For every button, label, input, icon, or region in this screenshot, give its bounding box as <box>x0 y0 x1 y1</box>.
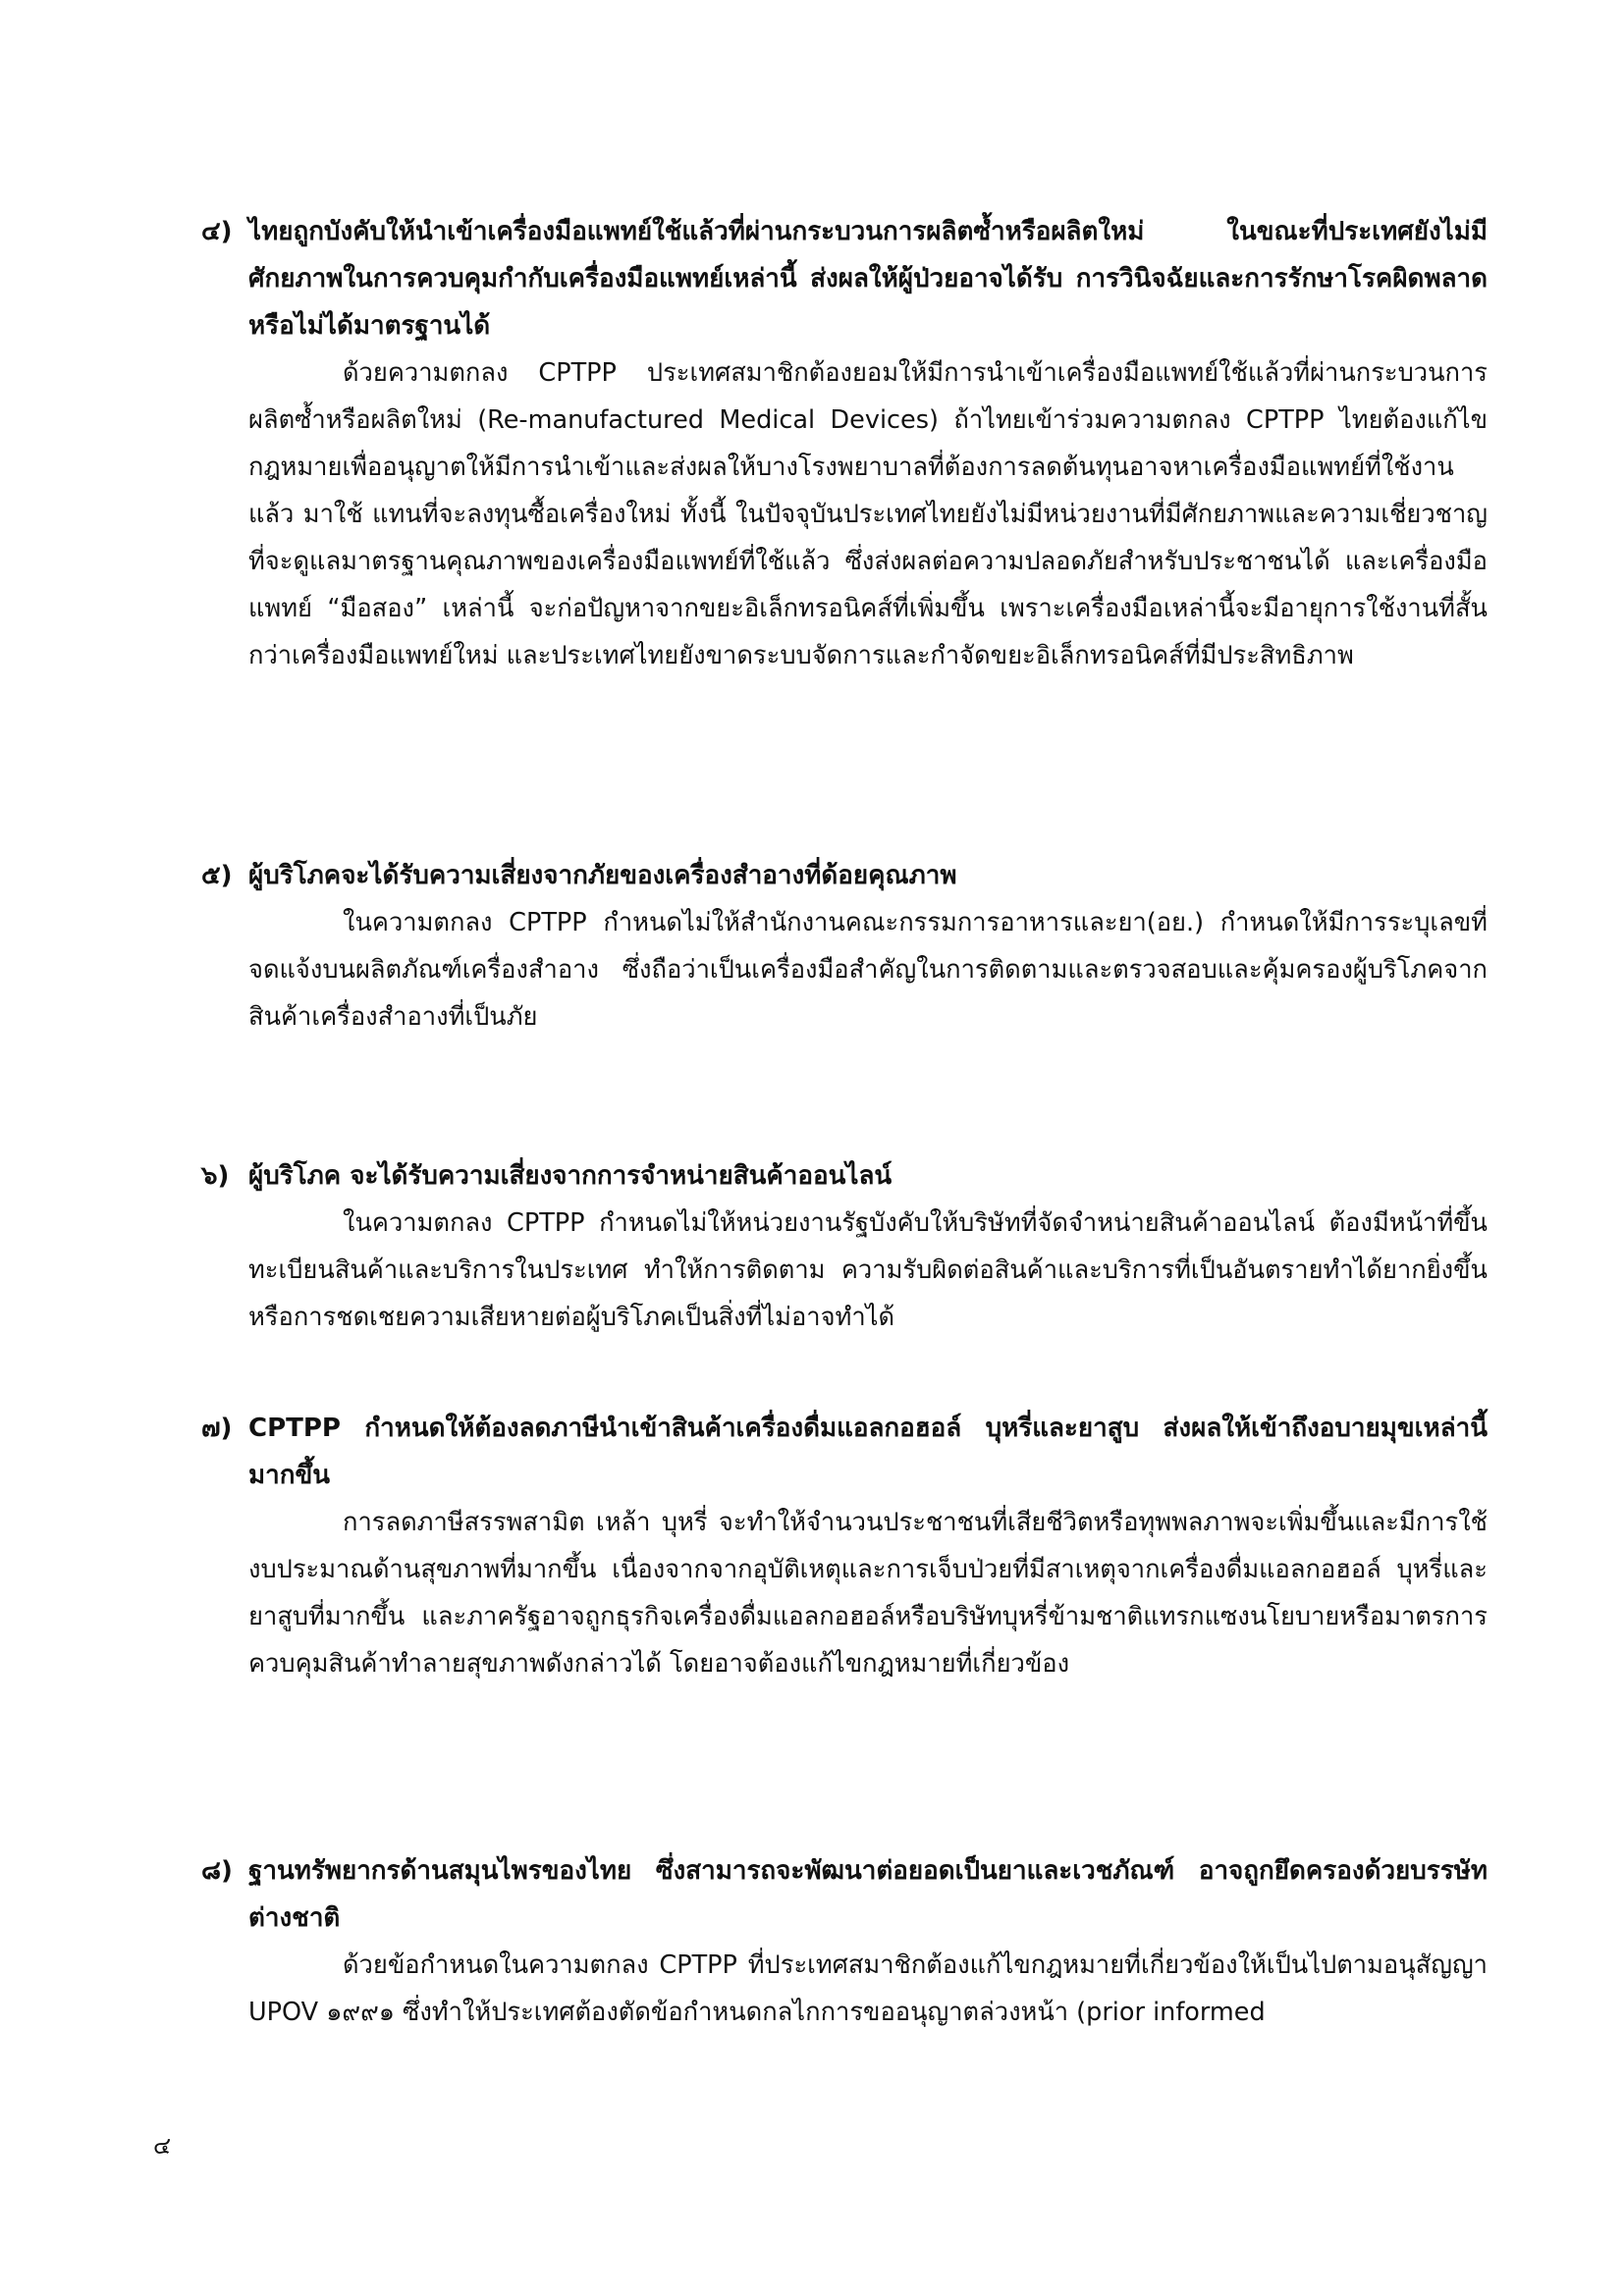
section-heading-text: ผู้บริโภค จะได้รับความเสี่ยงจากการจำหน่ายสินค้าออนไลน์ <box>248 1161 893 1191</box>
section-8 <box>201 1847 1488 2036</box>
section-heading-text: ไทยถูกบังคับให้นำเข้าเครื่องมือแพทย์ใช้แล้วที่ผ่านกระบวนการผลิตซ้ำหรือผลิตใหม่ ในขณะที่ประเทศยังไม่มีศักยภาพในการควบคุมกำกับเครื่องมือแพทย์เหล่านี้ ส่งผลให้ผู้ป่วยอาจได้รับ การวินิจฉัยและการรักษาโรคผิดพลาดหรือไม่ได้มาตรฐานได้ <box>248 217 1488 341</box>
page-number: ๔ <box>153 2132 172 2160</box>
section-heading <box>201 1152 1488 1200</box>
section-body: ในความตกลง CPTPP กำหนดไม่ให้หน่วยงานรัฐบังคับให้บริษัทที่จัดจำหน่ายสินค้าออนไลน์ ต้องมีหน้าที่ขึ้นทะเบียนสินค้าและบริการในประเทศ ทำให้การติดตาม ความรับผิดต่อสินค้าและบริการที่เป็นอันตรายทำได้ยากยิ่งขึ้น หรือการชดเชยความเสียหายต่อผู้บริโภคเป็นสิ่งที่ไม่อาจทำได้ <box>248 1208 1488 1332</box>
section-number: ๗) <box>201 1414 233 1443</box>
section-4 <box>201 208 1488 679</box>
section-heading <box>201 1847 1488 1942</box>
section-number: ๕) <box>201 861 233 890</box>
section-heading-text: ผู้บริโภคจะได้รับความเสี่ยงจากภัยของเครื่องสำอางที่ด้อยคุณภาพ <box>248 861 957 890</box>
section-heading <box>201 208 1488 349</box>
section-7 <box>201 1405 1488 1687</box>
section-body: ด้วยข้อกำหนดในความตกลง CPTPP ที่ประเทศสมาชิกต้องแก้ไขกฎหมายที่เกี่ยวข้องให้เป็นไปตามอนุสัญญา UPOV ๑๙๙๑ ซึ่งทำให้ประเทศต้องตัดข้อกำหนดกลไกการขออนุญาตล่วงหน้า (prior informed <box>248 1950 1488 2027</box>
section-5 <box>201 852 1488 1041</box>
section-body: ในความตกลง CPTPP กำหนดไม่ให้สำนักงานคณะกรรมการอาหารและยา(อย.) กำหนดให้มีการระบุเลขที่จดแจ้งบนผลิตภัณฑ์เครื่องสำอาง ซึ่งถือว่าเป็นเครื่องมือสำคัญในการติดตามและตรวจสอบและคุ้มครองผู้บริโภคจากสินค้าเครื่องสำอางที่เป็นภัย <box>248 908 1488 1032</box>
section-number: ๖) <box>201 1161 230 1191</box>
section-heading-text: CPTPP กำหนดให้ต้องลดภาษีนำเข้าสินค้าเครื่องดื่มแอลกอฮอล์ บุหรี่และยาสูบ ส่งผลให้เข้าถึงอบายมุขเหล่านี้มากขึ้น <box>248 1414 1488 1490</box>
section-6 <box>201 1152 1488 1341</box>
section-heading <box>201 852 1488 899</box>
section-heading-text: ฐานทรัพยากรด้านสมุนไพรของไทย ซึ่งสามารถจะพัฒนาต่อยอดเป็นยาและเวชภัณฑ์ อาจถูกยึดครองด้วยบรรษัทต่างชาติ <box>248 1856 1488 1933</box>
section-number: ๘) <box>201 1856 233 1886</box>
section-number: ๔) <box>201 217 233 246</box>
section-body: ด้วยความตกลง CPTPP ประเทศสมาชิกต้องยอมให้มีการนำเข้าเครื่องมือแพทย์ใช้แล้วที่ผ่านกระบวนการผลิตซ้ำหรือผลิตใหม่ (Re-manufactured Medical Devices) ถ้าไทยเข้าร่วมความตกลง CPTPP ไทยต้องแก้ไขกฎหมายเพื่ออนุญาตให้มีการนำเข้าและส่งผลให้บางโรงพยาบาลที่ต้องการลดต้นทุนอาจหาเครื่องมือแพทย์ที่ใช้งานแล้ว มาใช้ แทนที่จะลงทุนซื้อเครื่องใหม่ ทั้งนี้ ในปัจจุบันประเทศไทยยังไม่มีหน่วยงานที่มีศักยภาพและความเชี่ยวชาญที่จะดูแลมาตรฐานคุณภาพของเครื่องมือแพทย์ที่ใช้แล้ว ซึ่งส่งผลต่อความปลอดภัยสำหรับประชาชนได้ และเครื่องมือแพทย์ “มือสอง” เหล่านี้ จะก่อปัญหาจากขยะอิเล็กทรอนิคส์ที่เพิ่มขึ้น เพราะเครื่องมือเหล่านี้จะมีอายุการใช้งานที่สั้นกว่าเครื่องมือแพทย์ใหม่ และประเทศไทยยังขาดระบบจัดการและกำจัดขยะอิเล็กทรอนิคส์ที่มีประสิทธิภาพ <box>248 358 1488 670</box>
section-body: การลดภาษีสรรพสามิต เหล้า บุหรี่ จะทำให้จำนวนประชาชนที่เสียชีวิตหรือทุพพลภาพจะเพิ่มขึ้นและมีการใช้งบประมาณด้านสุขภาพที่มากขึ้น เนื่องจากจากอุบัติเหตุและการเจ็บป่วยที่มีสาเหตุจากเครื่องดื่มแอลกอฮอล์ บุหรี่และยาสูบที่มากขึ้น และภาครัฐอาจถูกธุรกิจเครื่องดื่มแอลกอฮอล์หรือบริษัทบุหรี่ข้ามชาติแทรกแซงนโยบายหรือมาตรการควบคุมสินค้าทำลายสุขภาพดังกล่าวได้ โดยอาจต้องแก้ไขกฎหมายที่เกี่ยวข้อง <box>248 1508 1488 1679</box>
section-heading <box>201 1405 1488 1499</box>
